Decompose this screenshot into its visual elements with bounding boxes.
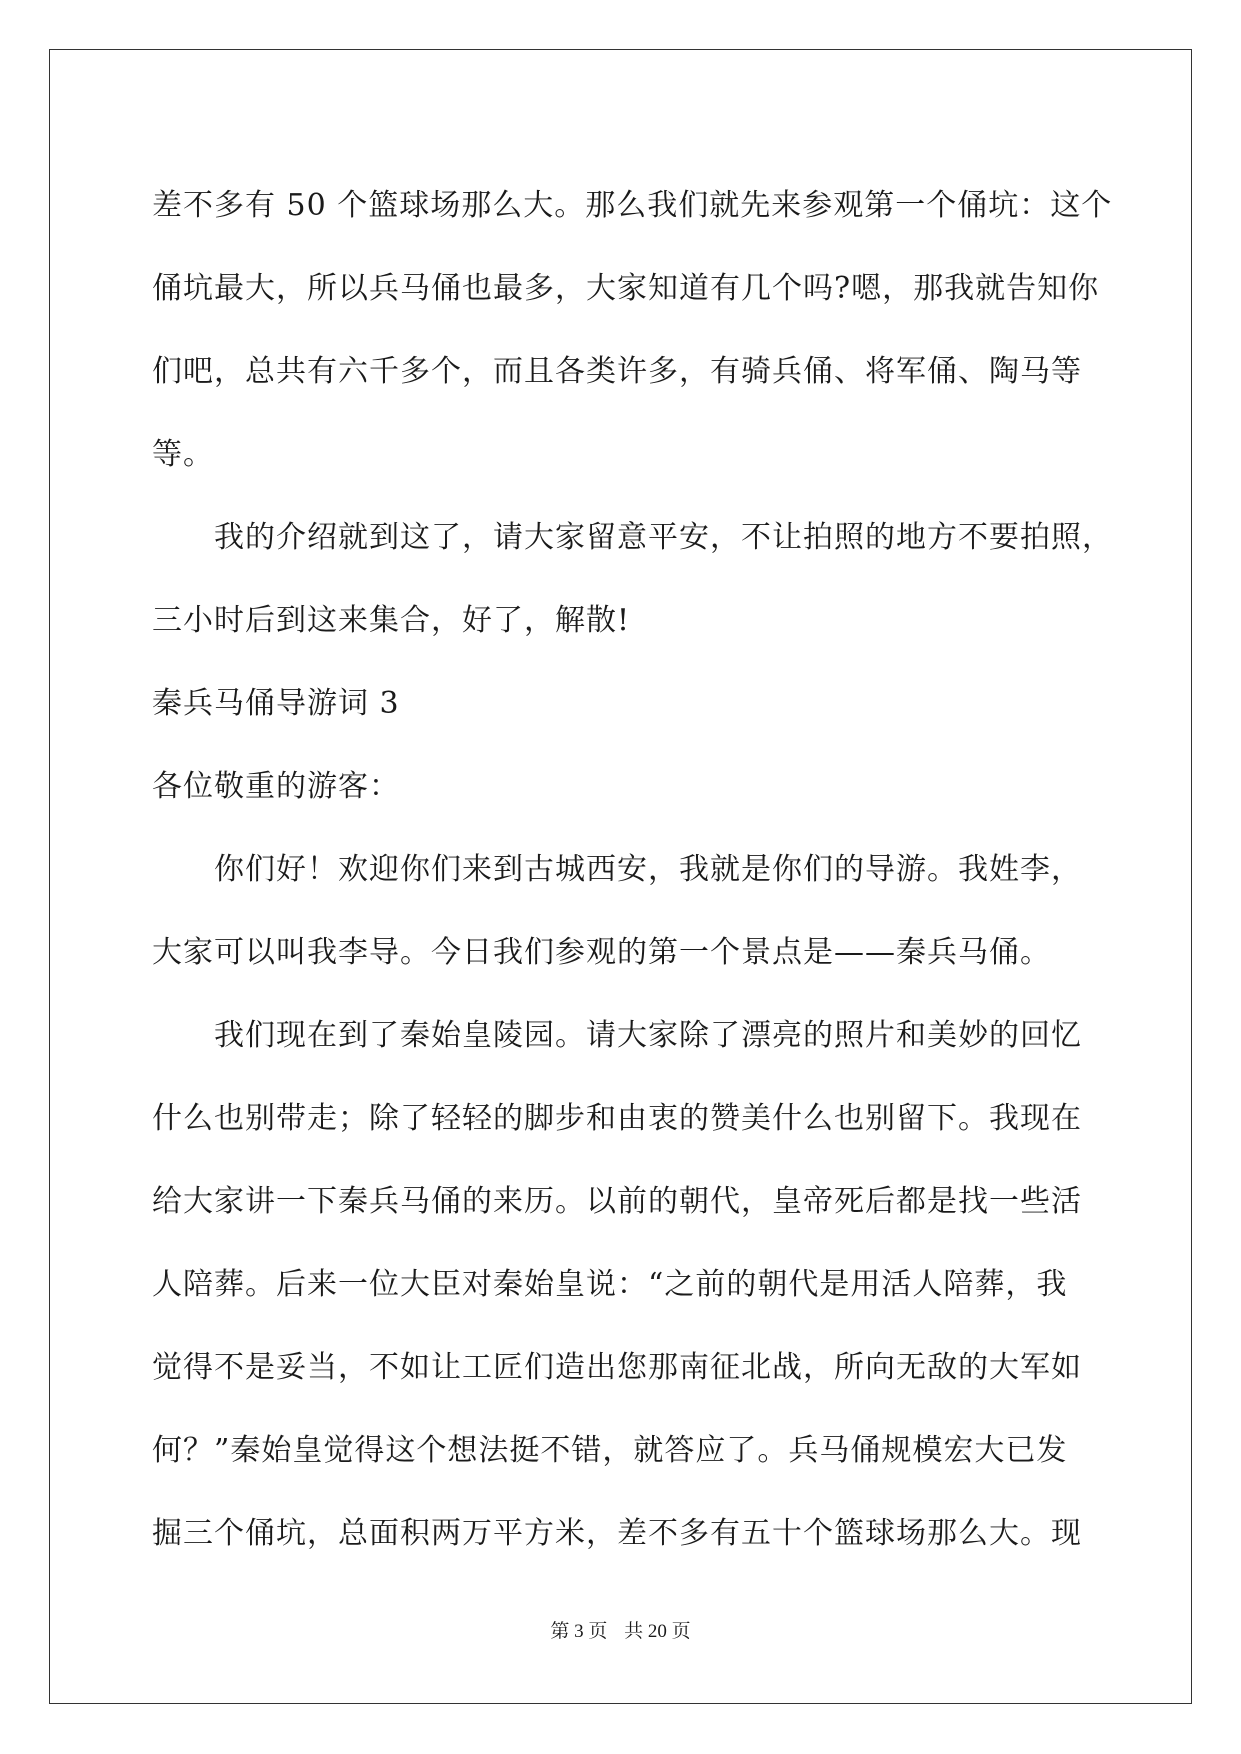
paragraph-line: 差不多有 50 个篮球场那么大。那么我们就先来参观第一个俑坑：这个 xyxy=(152,188,1113,223)
paragraph-line: 们吧，总共有六千多个，而且各类许多，有骑兵俑、将军俑、陶马等 xyxy=(152,354,1082,389)
page-number: 第 3 页 xyxy=(550,1621,608,1642)
salutation-line: 各位敬重的游客： xyxy=(152,769,400,804)
paragraph-line: 掘三个俑坑，总面积两万平方米，差不多有五十个篮球场那么大。现 xyxy=(152,1516,1082,1551)
paragraph-line: 我们现在到了秦始皇陵园。请大家除了漂亮的照片和美妙的回忆 xyxy=(214,1018,1082,1053)
document-body xyxy=(152,164,1113,1575)
paragraph-line: 人陪葬。后来一位大臣对秦始皇说：“之前的朝代是用活人陪葬，我 xyxy=(152,1267,1068,1302)
paragraph-line: 什么也别带走；除了轻轻的脚步和由衷的赞美什么也别留下。我现在 xyxy=(152,1101,1082,1136)
page-total: 共 20 页 xyxy=(624,1621,691,1642)
paragraph-line: 觉得不是妥当，不如让工匠们造出您那南征北战，所向无敌的大军如 xyxy=(152,1350,1082,1385)
paragraph-line: 俑坑最大，所以兵马俑也最多，大家知道有几个吗?嗯，那我就告知你 xyxy=(152,271,1100,306)
page-footer xyxy=(0,1616,1241,1643)
section-heading: 秦兵马俑导游词 3 xyxy=(152,686,400,721)
paragraph-line: 给大家讲一下秦兵马俑的来历。以前的朝代，皇帝死后都是找一些活 xyxy=(152,1184,1082,1219)
paragraph-line: 我的介绍就到这了，请大家留意平安，不让拍照的地方不要拍照， xyxy=(214,520,1113,555)
paragraph-line: 何？”秦始皇觉得这个想法挺不错，就答应了。兵马俑规模宏大已发 xyxy=(152,1433,1068,1468)
paragraph-line: 三小时后到这来集合，好了，解散! xyxy=(152,603,631,638)
paragraph-line: 等。 xyxy=(152,437,214,472)
paragraph-line: 大家可以叫我李导。今日我们参观的第一个景点是——秦兵马俑。 xyxy=(152,935,1051,970)
paragraph-line: 你们好！欢迎你们来到古城西安，我就是你们的导游。我姓李， xyxy=(214,852,1082,887)
